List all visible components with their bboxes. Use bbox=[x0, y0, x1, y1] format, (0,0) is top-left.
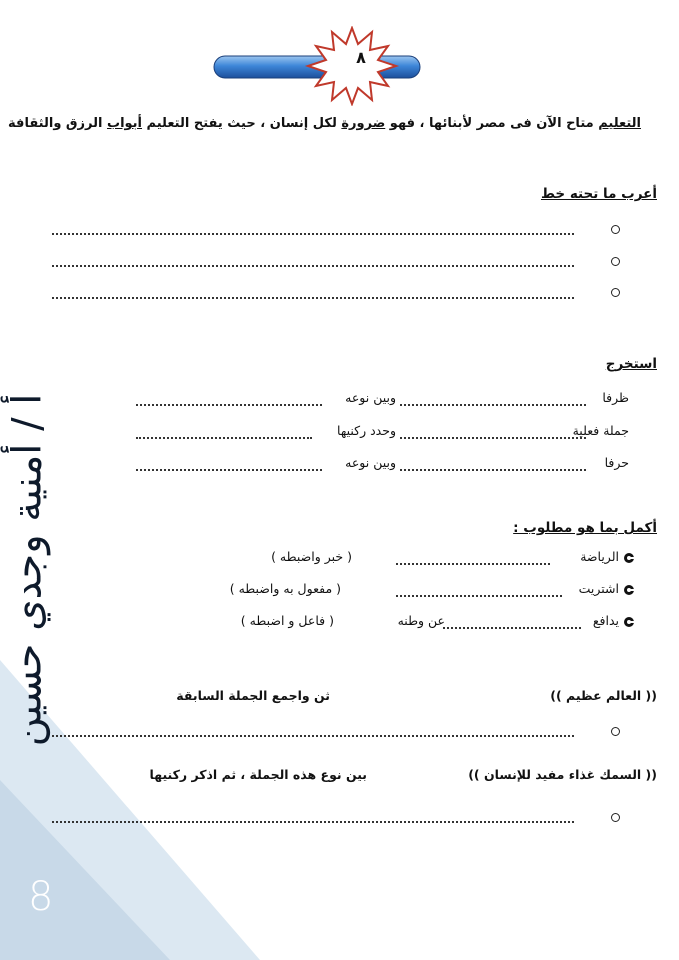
extract-label: ظرفا bbox=[602, 390, 629, 405]
extract-secondary: وبين نوعه bbox=[345, 390, 396, 405]
instruction-dual: ثن واجمع الجملة السابقة bbox=[176, 688, 330, 703]
author-name bbox=[0, 350, 57, 790]
bullet-circle bbox=[611, 727, 620, 736]
answer-line[interactable] bbox=[136, 437, 312, 439]
underlined-word: ضرورة bbox=[341, 116, 386, 131]
answer-line[interactable] bbox=[400, 404, 586, 406]
complete-label: يدافع bbox=[592, 613, 619, 628]
answer-line[interactable] bbox=[136, 404, 322, 406]
sentence-type: (( السمك غذاء مفيد للإنسان )) bbox=[468, 767, 657, 782]
answer-line[interactable] bbox=[400, 469, 586, 471]
answer-line[interactable] bbox=[136, 469, 322, 471]
bullet-icon bbox=[624, 553, 634, 563]
complete-label: اشتريت bbox=[578, 581, 619, 596]
answer-line[interactable] bbox=[400, 437, 586, 439]
extract-secondary: وبين نوعه bbox=[345, 455, 396, 470]
section-heading-complete: أكمل بما هو مطلوب : bbox=[513, 520, 657, 536]
header-banner bbox=[212, 26, 422, 106]
answer-line[interactable] bbox=[52, 297, 574, 299]
section-heading-parse: أعرب ما تحته خط bbox=[540, 186, 657, 202]
complete-note: ( فاعل و اضبطه ) bbox=[240, 613, 334, 628]
answer-line[interactable] bbox=[396, 595, 562, 597]
bullet-circle bbox=[611, 225, 620, 234]
complete-note: ( خبر واضبطه ) bbox=[271, 549, 352, 564]
answer-line[interactable] bbox=[52, 821, 574, 823]
answer-line[interactable] bbox=[52, 233, 574, 235]
extract-secondary: وحدد ركنيها bbox=[337, 423, 396, 438]
complete-note: ( مفعول به واضبطه ) bbox=[229, 581, 341, 596]
bullet-icon bbox=[624, 617, 634, 627]
section-heading-extract: استخرج bbox=[605, 356, 657, 372]
answer-line[interactable] bbox=[443, 627, 581, 629]
underlined-word: التعليم bbox=[598, 116, 641, 131]
sentence-dual: (( العالم عظيم )) bbox=[550, 688, 657, 703]
bullet-circle bbox=[611, 257, 620, 266]
passage-text: التعليم متاح الآن فى مصر لأبنائها ، فهو ضرورة لكل إنسان ، حيث يفتح التعليم أبواب الرزق والثقافة bbox=[8, 116, 641, 131]
answer-line[interactable] bbox=[52, 735, 574, 737]
extract-label: جملة فعلية bbox=[572, 423, 629, 438]
bullet-circle bbox=[611, 813, 620, 822]
instruction-type: بين نوع هذه الجملة ، ثم اذكر ركنيها bbox=[149, 767, 367, 782]
answer-line[interactable] bbox=[52, 265, 574, 267]
complete-label: الرياضة bbox=[580, 549, 619, 564]
extract-label: حرفا bbox=[604, 455, 629, 470]
complete-trail: عن وطنه bbox=[397, 613, 445, 628]
answer-line[interactable] bbox=[396, 563, 550, 565]
page-number: 8 bbox=[28, 874, 54, 920]
banner-number: ٨ bbox=[356, 48, 366, 67]
underlined-word: أبواب bbox=[107, 116, 143, 131]
author-name-text: أ / أمنية وجدي حسين bbox=[4, 393, 51, 747]
bullet-icon bbox=[624, 585, 634, 595]
bullet-circle bbox=[611, 288, 620, 297]
